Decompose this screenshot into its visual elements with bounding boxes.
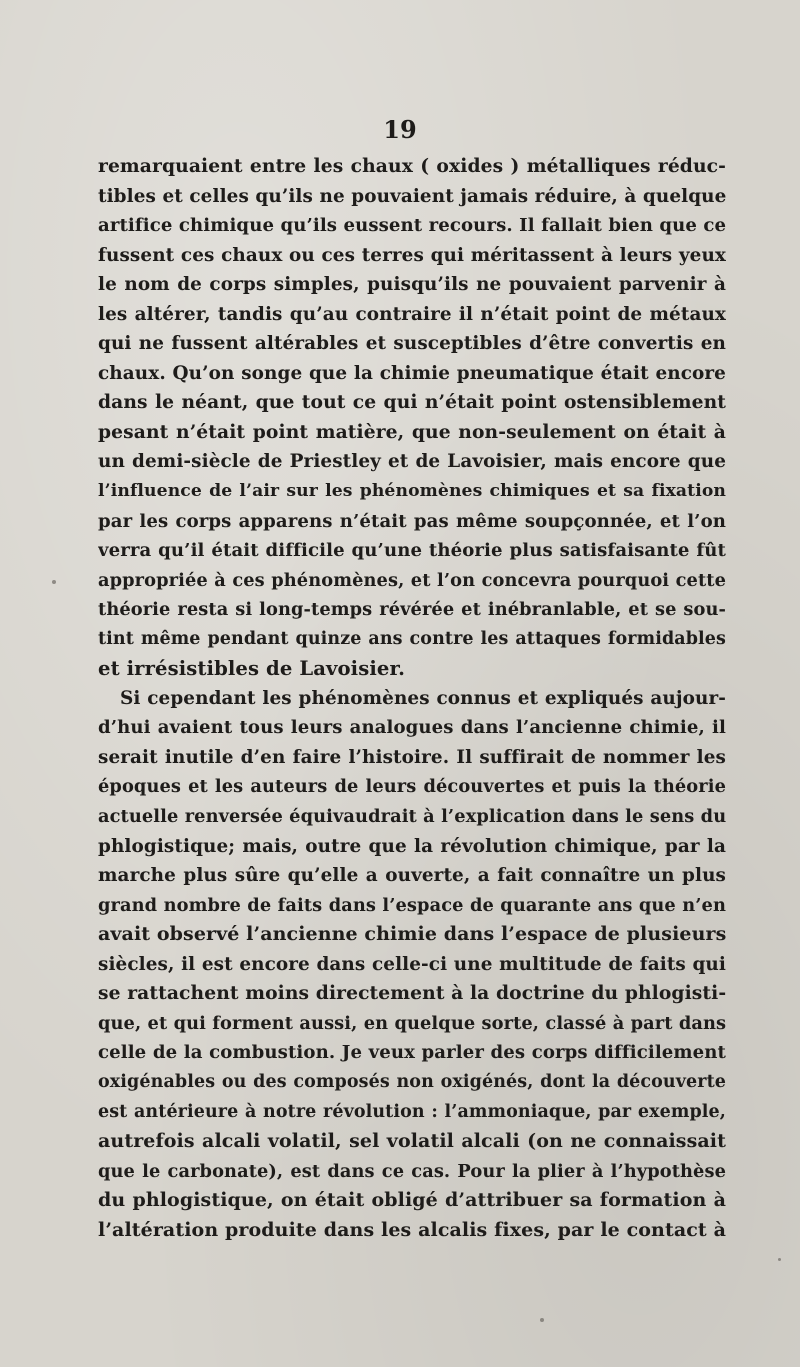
text-line: pesant n’était point matière, que non-seulement on était à (98, 420, 726, 443)
text-line: tint même pendant quinze ans contre les attaques formidables (98, 628, 726, 649)
text-line: le nom de corps simples, puisqu’ils ne pouvaient parvenir à (98, 274, 726, 296)
text-line: actuelle renversée équivaudrait à l’explication dans le sens du (98, 806, 726, 828)
text-line: par les corps apparens n’était pas même soupçonnée, et l’on (98, 510, 726, 532)
text-line: fussent ces chaux ou ces terres qui méritassent à leurs yeux (98, 244, 726, 266)
text-line: siècles, il est encore dans celle-ci une multitude de faits qui (98, 953, 726, 975)
paper-speck (540, 1318, 544, 1322)
text-line: celle de la combustion. Je veux parler des corps difficilement (98, 1042, 726, 1064)
text-line: serait inutile d’en faire l’histoire. Il suffirait de nommer les (98, 746, 726, 768)
paragraph-start-line: Si cependant les phénomènes connus et expliqués aujour- (120, 687, 726, 709)
text-line: et irrésistibles de Lavoisier. (98, 657, 405, 681)
text-line: est antérieure à notre révolution : l’ammoniaque, par exemple, (98, 1101, 726, 1122)
text-line: les altérer, tandis qu’au contraire il n’était point de métaux (98, 303, 726, 325)
text-line: chaux. Qu’on songe que la chimie pneumatique était encore (98, 362, 726, 384)
text-line: tibles et celles qu’ils ne pouvaient jamais réduire, à quelque (98, 185, 726, 207)
text-line: d’hui avaient tous leurs analogues dans l’ancienne chimie, il (98, 717, 726, 739)
text-line: du phlogistique, on était obligé d’attribuer sa formation à (98, 1189, 726, 1212)
text-line: appropriée à ces phénomènes, et l’on concevra pourquoi cette (98, 569, 726, 591)
text-line: théorie resta si long-temps révérée et inébranlable, et se sou- (98, 599, 726, 621)
page-number: 19 (383, 115, 417, 144)
text-line: qui ne fussent altérables et susceptibles d’être convertis en (98, 333, 726, 355)
text-line: autrefois alcali volatil, sel volatil alcali (on ne connaissait (98, 1130, 726, 1153)
text-line: marche plus sûre qu’elle a ouverte, a fait connaître un plus (98, 865, 726, 887)
text-line: un demi-siècle de Priestley et de Lavoisier, mais encore que (98, 451, 726, 473)
text-line: que, et qui forment aussi, en quelque sorte, classé à part dans (98, 1012, 726, 1034)
paper-speck (52, 580, 56, 584)
paper-speck (778, 1258, 781, 1261)
text-line: grand nombre de faits dans l’espace de quarante ans que n’en (98, 894, 726, 916)
text-line: l’altération produite dans les alcalis fixes, par le contact à (98, 1218, 726, 1241)
text-line: dans le néant, que tout ce qui n’était point ostensiblement (98, 391, 726, 414)
text-line: artifice chimique qu’ils eussent recours. Il fallait bien que ce (98, 215, 726, 237)
body-text (98, 152, 726, 1245)
text-line: avait observé l’ancienne chimie dans l’espace de plusieurs (98, 923, 726, 946)
text-line: oxigénables ou des composés non oxigénés, dont la découverte (98, 1071, 726, 1092)
text-line: verra qu’il était difficile qu’une théorie plus satisfaisante fût (98, 540, 726, 562)
text-line: l’influence de l’air sur les phénomènes chimiques et sa fixation (98, 481, 726, 502)
text-line: se rattachent moins directement à la doctrine du phlogisti- (98, 982, 726, 1005)
text-line: époques et les auteurs de leurs découvertes et puis la théorie (98, 776, 726, 798)
text-line: phlogistique; mais, outre que la révolution chimique, par la (98, 835, 726, 857)
text-line: que le carbonate), est dans ce cas. Pour la plier à l’hypothèse (98, 1160, 726, 1182)
text-line: remarquaient entre les chaux ( oxides ) métalliques réduc- (98, 155, 726, 177)
